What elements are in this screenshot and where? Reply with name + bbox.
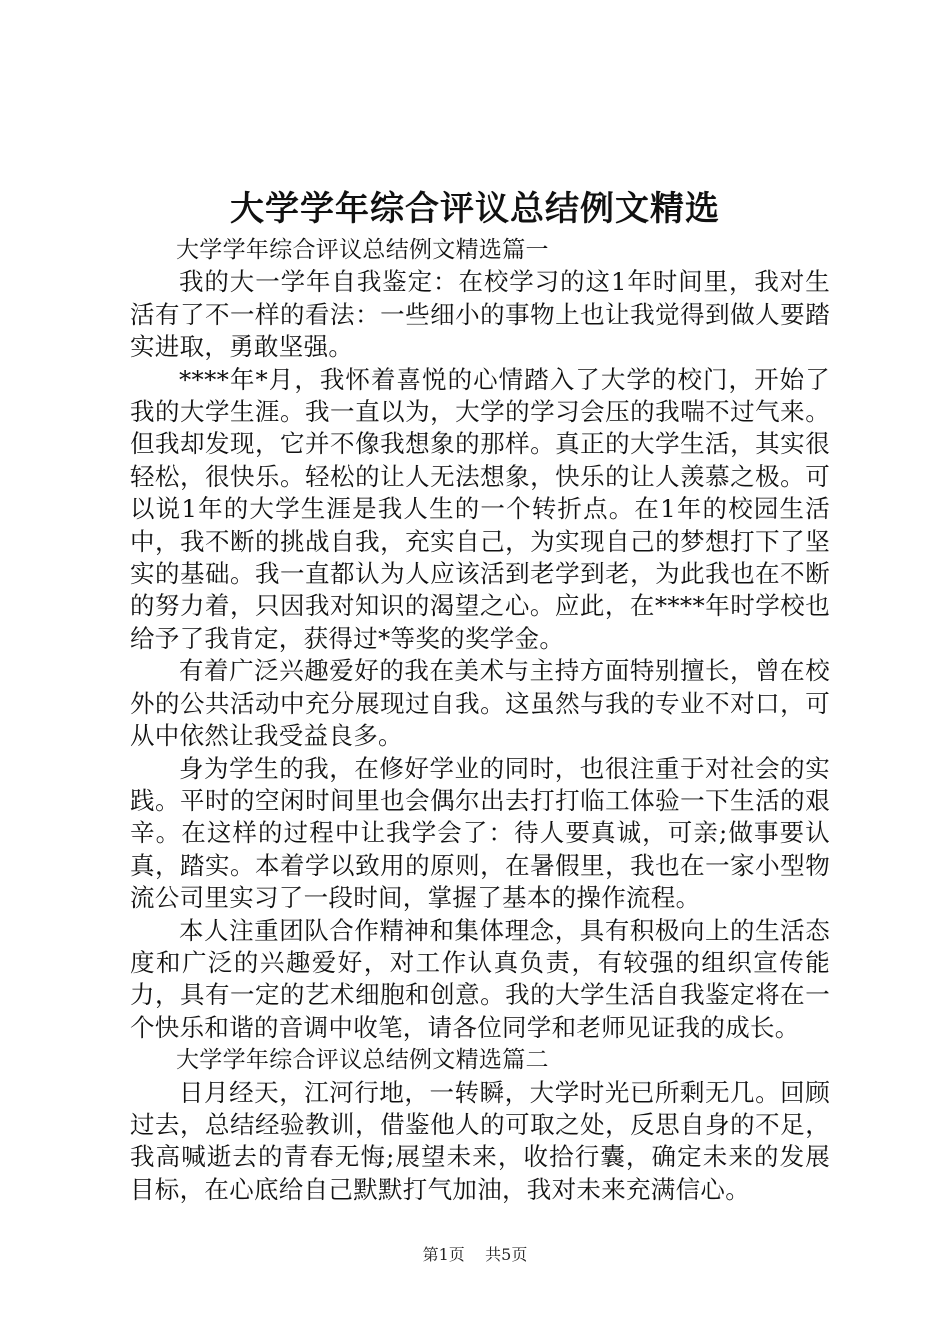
- section-heading-1: 大学学年综合评议总结例文精选篇一: [176, 237, 549, 263]
- page-number: 第1页: [422, 1245, 465, 1264]
- page-total: 共5页: [485, 1245, 528, 1264]
- section-heading-2: 大学学年综合评议总结例文精选篇二: [176, 1047, 549, 1074]
- document-title: 大学学年综合评议总结例文精选: [230, 189, 720, 229]
- paragraph-6: 日月经天，江河行地，一转瞬，大学时光已所剩无几。回顾过去，总结经验教训，借鉴他人的可取之处，反思自身的不足，我高喊逝去的青春无悔;展望未来，收拾行囊，确定未来的发展目标，在心底给自己默默打气加油，我对未来充满信心。: [130, 1077, 830, 1204]
- document-body: [130, 234, 830, 1206]
- paragraph-4: 身为学生的我，在修好学业的同时，也很注重于对社会的实践。平时的空闲时间里也会偶尔出去打打临工体验一下生活的艰辛。在这样的过程中让我学会了：待人要真诚，可亲;做事要认真，踏实。本着学以致用的原则，在暑假里，我也在一家小型物流公司里实习了一段时间，掌握了基本的操作流程。: [130, 753, 830, 913]
- paragraph-1: 我的大一学年自我鉴定：在校学习的这1年时间里，我对生活有了不一样的看法：一些细小的事物上也让我觉得到做人要踏实进取，勇敢坚强。: [130, 267, 830, 362]
- page-separator: [470, 1245, 480, 1264]
- page-footer: [0, 1244, 950, 1266]
- paragraph-3: 有着广泛兴趣爱好的我在美术与主持方面特别擅长，曾在校外的公共活动中充分展现过自我。这虽然与我的专业不对口，可从中依然让我受益良多。: [130, 656, 830, 751]
- paragraph-2: ****年*月，我怀着喜悦的心情踏入了大学的校门，开始了我的大学生涯。我一直以为，大学的学习会压的我喘不过气来。但我却发现，它并不像我想象的那样。真正的大学生活，其实很轻松，很快乐。轻松的让人无法想象，快乐的让人羡慕之极。可以说1年的大学生涯是我人生的一个转折点。在1年的校园生活中，我不断的挑战自我，充实自己，为实现自己的梦想打下了坚实的基础。我一直都认为人应该活到老学到老，为此我也在不断的努力着，只因我对知识的渴望之心。应此，在****年时学校也给予了我肯定，获得过*等奖的奖学金。: [130, 364, 830, 653]
- paragraph-5: 本人注重团队合作精神和集体理念，具有积极向上的生活态度和广泛的兴趣爱好，对工作认真负责，有较强的组织宣传能力，具有一定的艺术细胞和创意。我的大学生活自我鉴定将在一个快乐和谐的音调中收笔，请各位同学和老师见证我的成长。: [130, 915, 830, 1042]
